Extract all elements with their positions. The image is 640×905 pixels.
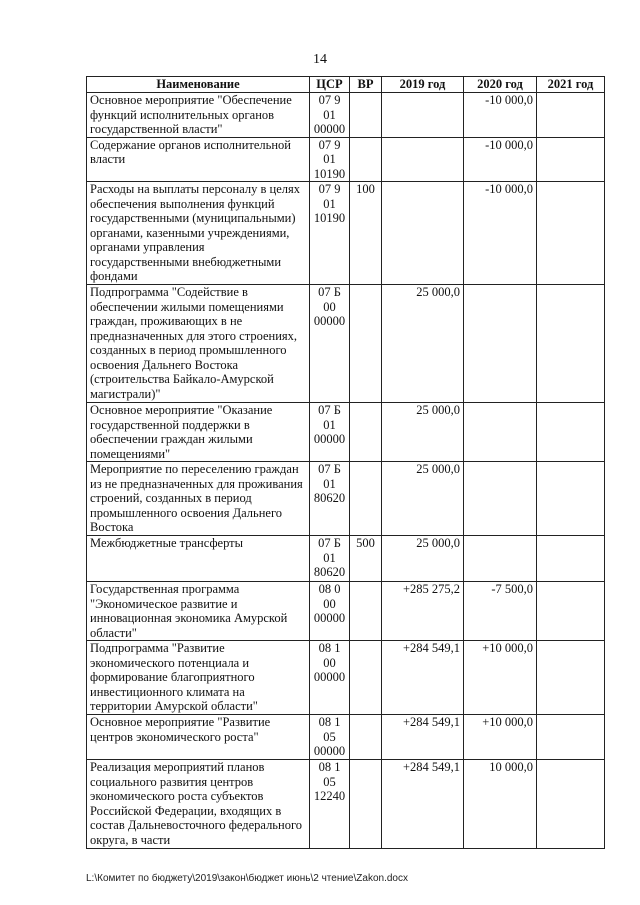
row-csr: 08 0 00 00000: [310, 582, 350, 641]
row-name: Мероприятие по переселению граждан из не предназначенных для проживания строений, созданных в период промышленного освоения Дальнего Востока: [87, 462, 310, 536]
row-vr: [350, 582, 382, 641]
row-2019: 25 000,0: [382, 403, 464, 462]
table-row: [87, 536, 605, 582]
row-2019: +284 549,1: [382, 715, 464, 760]
row-2020: [464, 462, 537, 536]
table-row: [87, 715, 605, 760]
row-2019: 25 000,0: [382, 285, 464, 403]
row-vr: [350, 403, 382, 462]
row-vr: [350, 641, 382, 715]
row-2019: 25 000,0: [382, 462, 464, 536]
table-row: [87, 137, 605, 182]
column-header-csr: ЦСР: [310, 77, 350, 93]
row-2020: [464, 285, 537, 403]
row-csr: 07 Б 01 80620: [310, 536, 350, 582]
row-name: Основное мероприятие "Обеспечение функций исполнительных органов государственной власти": [87, 93, 310, 138]
row-2021: [537, 182, 605, 285]
table-row: [87, 285, 605, 403]
row-2020: -10 000,0: [464, 93, 537, 138]
row-csr: 07 9 01 10190: [310, 137, 350, 182]
row-name: Межбюджетные трансферты: [87, 536, 310, 582]
row-2019: [382, 182, 464, 285]
column-header-2020: 2020 год: [464, 77, 537, 93]
row-name: Основное мероприятие "Оказание государственной поддержки в обеспечении граждан жилыми помещениями": [87, 403, 310, 462]
row-vr: 500: [350, 536, 382, 582]
column-header-2019: 2019 год: [382, 77, 464, 93]
row-name: Подпрограмма "Развитие экономического потенциала и формирование благоприятного инвестиционного климата на территории Амурской области": [87, 641, 310, 715]
row-2020: [464, 536, 537, 582]
row-2021: [537, 760, 605, 849]
table-row: [87, 760, 605, 849]
row-2021: [537, 462, 605, 536]
row-csr: 07 9 01 00000: [310, 93, 350, 138]
row-csr: 08 1 00 00000: [310, 641, 350, 715]
row-2021: [537, 285, 605, 403]
row-vr: [350, 93, 382, 138]
table-row: [87, 182, 605, 285]
row-2020: +10 000,0: [464, 715, 537, 760]
row-2021: [537, 137, 605, 182]
row-name: Основное мероприятие "Развитие центров экономического роста": [87, 715, 310, 760]
row-2021: [537, 641, 605, 715]
row-2021: [537, 403, 605, 462]
row-2019: +284 549,1: [382, 641, 464, 715]
table-row: [87, 462, 605, 536]
row-2019: +284 549,1: [382, 760, 464, 849]
row-2019: +285 275,2: [382, 582, 464, 641]
row-name: Государственная программа "Экономическое развитие и инновационная экономика Амурской области": [87, 582, 310, 641]
column-header-name: Наименование: [87, 77, 310, 93]
row-2020: -10 000,0: [464, 137, 537, 182]
row-name: Расходы на выплаты персоналу в целях обеспечения выполнения функций государственными (муниципальными) органами, казенными учреждениями, органами управления государственными внебюджетными фондами: [87, 182, 310, 285]
row-vr: [350, 137, 382, 182]
table-header-row: [87, 77, 605, 93]
row-vr: 100: [350, 182, 382, 285]
row-2019: [382, 137, 464, 182]
row-csr: 07 Б 01 00000: [310, 403, 350, 462]
column-header-2021: 2021 год: [537, 77, 605, 93]
row-csr: 08 1 05 12240: [310, 760, 350, 849]
row-csr: 07 Б 01 80620: [310, 462, 350, 536]
row-2019: [382, 93, 464, 138]
column-header-vr: ВР: [350, 77, 382, 93]
row-2021: [537, 536, 605, 582]
page-number: 14: [313, 52, 327, 67]
budget-table: [86, 76, 605, 849]
table-row: [87, 93, 605, 138]
table-row: [87, 641, 605, 715]
row-2020: [464, 403, 537, 462]
row-csr: 07 9 01 10190: [310, 182, 350, 285]
file-path-footer: L:\Комитет по бюджету\2019\закон\бюджет июнь\2 чтение\Zakon.docx: [86, 873, 408, 884]
row-name: Реализация мероприятий планов социального развития центров экономического роста субъектов Российской Федерации, входящих в состав Дальневосточного федерального округа, в части: [87, 760, 310, 849]
row-2020: +10 000,0: [464, 641, 537, 715]
row-csr: 08 1 05 00000: [310, 715, 350, 760]
row-2021: [537, 715, 605, 760]
table-row: [87, 582, 605, 641]
row-vr: [350, 285, 382, 403]
row-name: Содержание органов исполнительной власти: [87, 137, 310, 182]
row-csr: 07 Б 00 00000: [310, 285, 350, 403]
row-2020: -7 500,0: [464, 582, 537, 641]
row-2021: [537, 582, 605, 641]
row-2019: 25 000,0: [382, 536, 464, 582]
row-vr: [350, 760, 382, 849]
table-row: [87, 403, 605, 462]
row-2020: -10 000,0: [464, 182, 537, 285]
row-2020: 10 000,0: [464, 760, 537, 849]
row-name: Подпрограмма "Содействие в обеспечении жилыми помещениями граждан, проживающих в не предназначенных для этого строениях, созданных в период промышленного освоения Дальнего Востока (строительства Байкало-Амурской магистрали)": [87, 285, 310, 403]
row-vr: [350, 462, 382, 536]
row-vr: [350, 715, 382, 760]
row-2021: [537, 93, 605, 138]
